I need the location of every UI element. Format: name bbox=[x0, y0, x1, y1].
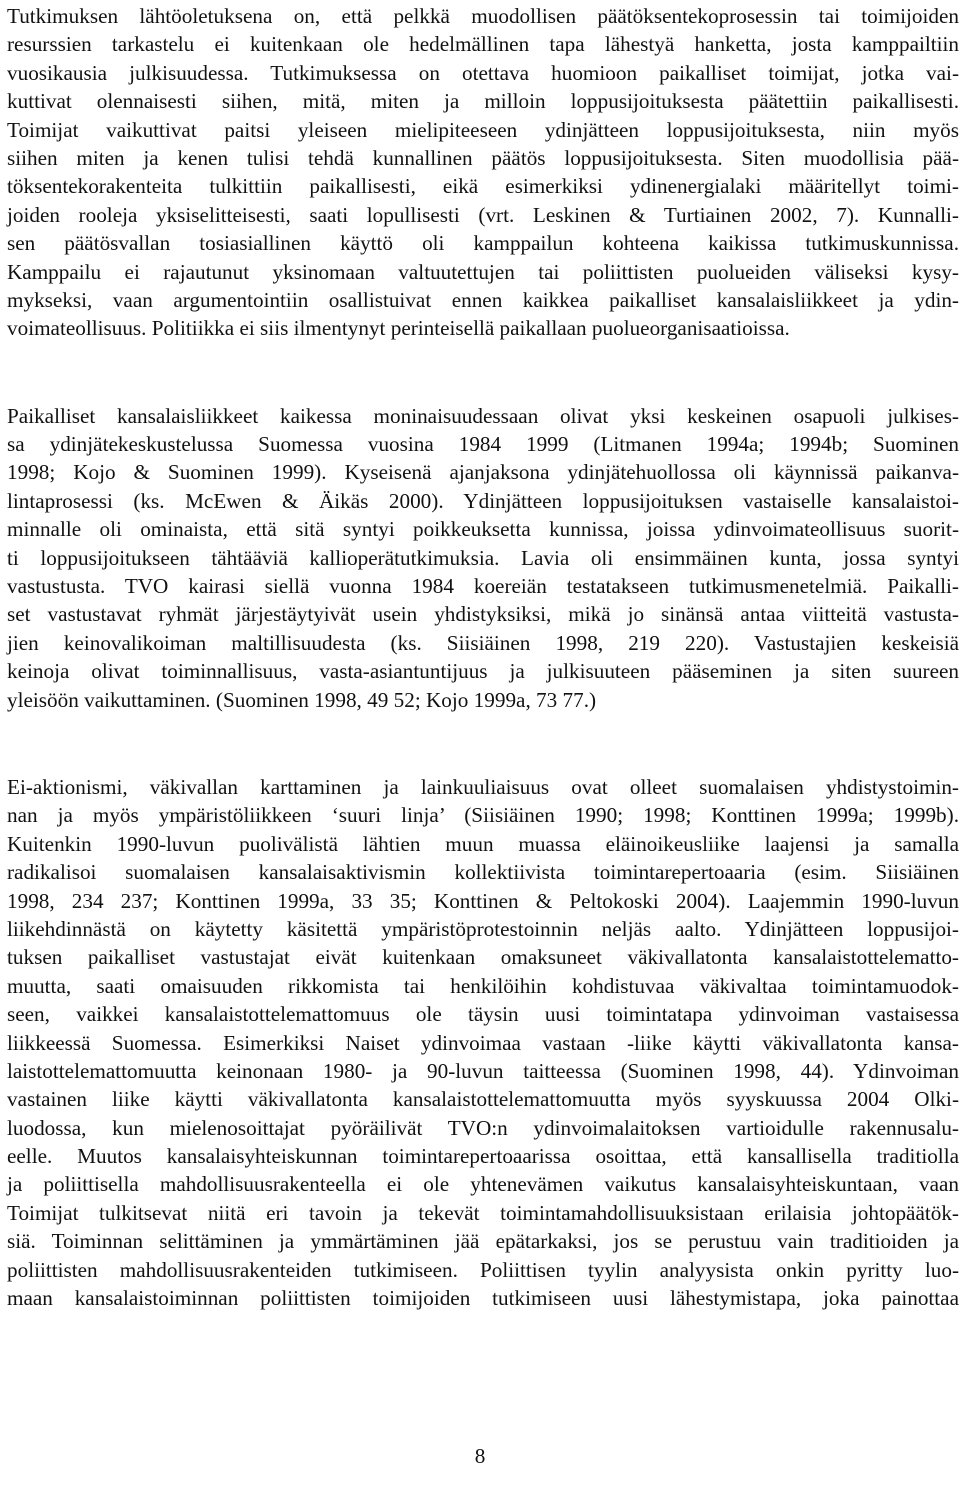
text-line: radikalisoi suomalaisen kansalaisaktivismin kollektiivista toimintarepertoaaria (esim. Siisiäinen bbox=[7, 860, 959, 885]
text-line: nan ja myös ympäristöliikkeen ‘suuri linja’ (Siisiäinen 1990; 1998; Konttinen 1999a; 1999b). bbox=[7, 803, 959, 828]
text-line: yleisöön vaikuttaminen. (Suominen 1998, 49 52; Kojo 1999a, 73 77.) bbox=[7, 687, 597, 712]
text-line: tuksen paikalliset vastustajat eivät kuitenkaan omaksuneet väkivallatonta kansalaistottelematto- bbox=[7, 945, 959, 970]
text-line: keinoja olivat toiminnallisuus, vasta-asiantuntijuus ja julkisuuteen pääseminen ja siten suureen bbox=[7, 659, 959, 684]
text-line: liikkeessä Suomessa. Esimerkiksi Naiset ydinvoimaa vastaan -liike käytti väkivallatonta kansa- bbox=[7, 1030, 959, 1055]
text-line: Tutkimuksen lähtöoletuksena on, että pelkkä muodollisen päätöksentekoprosessin tai toimijoiden bbox=[7, 4, 959, 28]
text-line: voimateollisuus. Politiikka ei siis ilmentynyt perinteisellä paikallaan puolueorganisaatioissa. bbox=[7, 316, 790, 341]
text-line: vuosikausia julkisuudessa. Tutkimuksessa on otettava huomioon paikalliset toimijat, jotka vai- bbox=[7, 60, 959, 85]
text-line: vastainen liike käytti väkivallatonta kansalaistottelemattomuutta myös syyskuussa 2004 Olki- bbox=[7, 1087, 959, 1112]
text-line: Toimijat vaikuttivat paitsi yleiseen mielipiteeseen ydinjätteen loppusijoituksesta, niin myös bbox=[7, 117, 959, 142]
text-line: poliittisten mahdollisuusrakenteiden tutkimiseen. Poliittisen tyylin analyysista onkin pyritty luo- bbox=[7, 1257, 959, 1282]
text-line: minnalle oli ominaista, että sitä syntyi poikkeuksetta kunnissa, joissa ydinvoimateollisuus suorit- bbox=[7, 517, 959, 542]
text-line: liikehdinnästä on käytetty käsitettä ympäristöprotestoinnin neljäs aalto. Ydinjätteen loppusijoi- bbox=[7, 916, 959, 941]
text-line: töksentekorakenteita tulkittiin paikallisesti, eikä esimerkiksi ydinenergialaki määritellyt toimi- bbox=[7, 174, 959, 199]
text-line: sen päätösvallan tosiasiallinen käyttö oli kamppailun kohteena kaikissa tutkimuskunnissa. bbox=[7, 231, 959, 256]
text-line: lintaprosessi (ks. McEwen & Äikäs 2000). Ydinjätteen loppusijoituksen vastaiselle kansalaistoi- bbox=[7, 488, 959, 513]
text-line: set vastustavat ryhmät järjestäytyivät usein yhdistyksiksi, mikä jo sinänsä antaa viitteitä vastusta- bbox=[7, 602, 959, 627]
text-line: seen, vaikkei kansalaistottelemattomuus ole täysin uusi toimintatapa ydinvoiman vastaisessa bbox=[7, 1002, 959, 1027]
paragraph-3 bbox=[7, 773, 959, 1312]
paragraph-2 bbox=[7, 402, 959, 714]
text-line: Toimijat tulkitsevat niitä eri tavoin ja tekevät toimintamahdollisuuksistaan erilaisia johtopäätök- bbox=[7, 1200, 959, 1225]
paragraph-1 bbox=[7, 2, 959, 343]
text-line: vastustusta. TVO kairasi siellä vuonna 1984 koereiän testatakseen tutkimusmenetelmiä. Paikalli- bbox=[7, 574, 959, 599]
text-line: maan kansalaistoiminnan poliittisten toimijoiden tutkimiseen uusi lähestymistapa, joka painottaa bbox=[7, 1286, 959, 1311]
text-line: laistottelemattomuutta keinonaan 1980- ja 90-luvun taitteessa (Suominen 1998, 44). Ydinvoiman bbox=[7, 1058, 959, 1083]
text-line: Kamppailu ei rajautunut yksinomaan valtuutettujen tai poliittisten puolueiden väliseksi kysy- bbox=[7, 259, 959, 284]
text-line: 1998; Kojo & Suominen 1999). Kyseisenä ajanjaksona ydinjätehuollossa oli käynnissä paikanva- bbox=[7, 460, 959, 485]
text-line: mykseksi, vaan argumentointiin osallistuivat ennen kaikkea paikalliset kansalaisliikkeet ja ydin- bbox=[7, 287, 959, 312]
text-line: siä. Toiminnan selittäminen ja ymmärtäminen jää epätarkaksi, jos se perustuu vain traditioiden ja bbox=[7, 1229, 959, 1254]
text-line: muutta, saati omaisuuden rikkomista tai henkilöihin kohdistuvaa väkivaltaa toimintamuodok- bbox=[7, 973, 959, 998]
text-line: ti loppusijoitukseen tähtääviä kallioperätutkimuksia. Lavia oli ensimmäinen kunta, jossa syntyi bbox=[7, 545, 959, 570]
text-line: sa ydinjätekeskustelussa Suomessa vuosina 1984 1999 (Litmanen 1994a; 1994b; Suominen bbox=[7, 432, 959, 457]
document-body bbox=[7, 2, 959, 1312]
paragraph-gap bbox=[7, 714, 959, 773]
text-line: eelle. Muutos kansalaisyhteiskunnan toimintarepertoaarissa osoittaa, että kansallisella traditiolla bbox=[7, 1144, 959, 1169]
text-line: Paikalliset kansalaisliikkeet kaikessa moninaisuudessaan olivat yksi keskeinen osapuoli julkises- bbox=[7, 403, 959, 428]
text-line: kuttivat olennaisesti siihen, mitä, miten ja milloin loppusijoituksesta päätettiin paikallisesti. bbox=[7, 89, 959, 114]
text-line: joiden rooleja yksiselitteisesti, saati lopullisesti (vrt. Leskinen & Turtiainen 2002, 7). Kunnalli- bbox=[7, 202, 959, 227]
page-number: 8 bbox=[474, 1444, 486, 1468]
paragraph-gap bbox=[7, 343, 959, 402]
text-line: luodossa, kun mielenosoittajat pyöräilivät TVO:n ydinvoimalaitoksen vartioidulle rakennusalu- bbox=[7, 1115, 959, 1140]
text-line: 1998, 234 237; Konttinen 1999a, 33 35; Konttinen & Peltokoski 2004). Laajemmin 1990-luvun bbox=[7, 888, 959, 913]
text-line: Kuitenkin 1990-luvun puolivälistä lähtien muun muassa eläinoikeusliike laajensi ja samalla bbox=[7, 831, 959, 856]
text-line: ja poliittisella mahdollisuusrakenteella ei ole yhtenevämen vaikutus kansalaisyhteiskuntaan, vaan bbox=[7, 1172, 959, 1197]
text-line: siihen miten ja kenen tulisi tehdä kunnallinen päätös loppusijoituksesta. Siten muodollisia pää- bbox=[7, 145, 959, 170]
text-line: Ei-aktionismi, väkivallan karttaminen ja lainkuuliaisuus ovat olleet suomalaisen yhdistystoimin- bbox=[7, 774, 959, 799]
text-line: jien keinovalikoiman maltillisuudesta (ks. Siisiäinen 1998, 219 220). Vastustajien keskeisiä bbox=[7, 630, 959, 655]
text-line: resurssien tarkastelu ei kuitenkaan ole hedelmällinen tapa lähestyä hanketta, josta kamppailtiin bbox=[7, 32, 959, 57]
